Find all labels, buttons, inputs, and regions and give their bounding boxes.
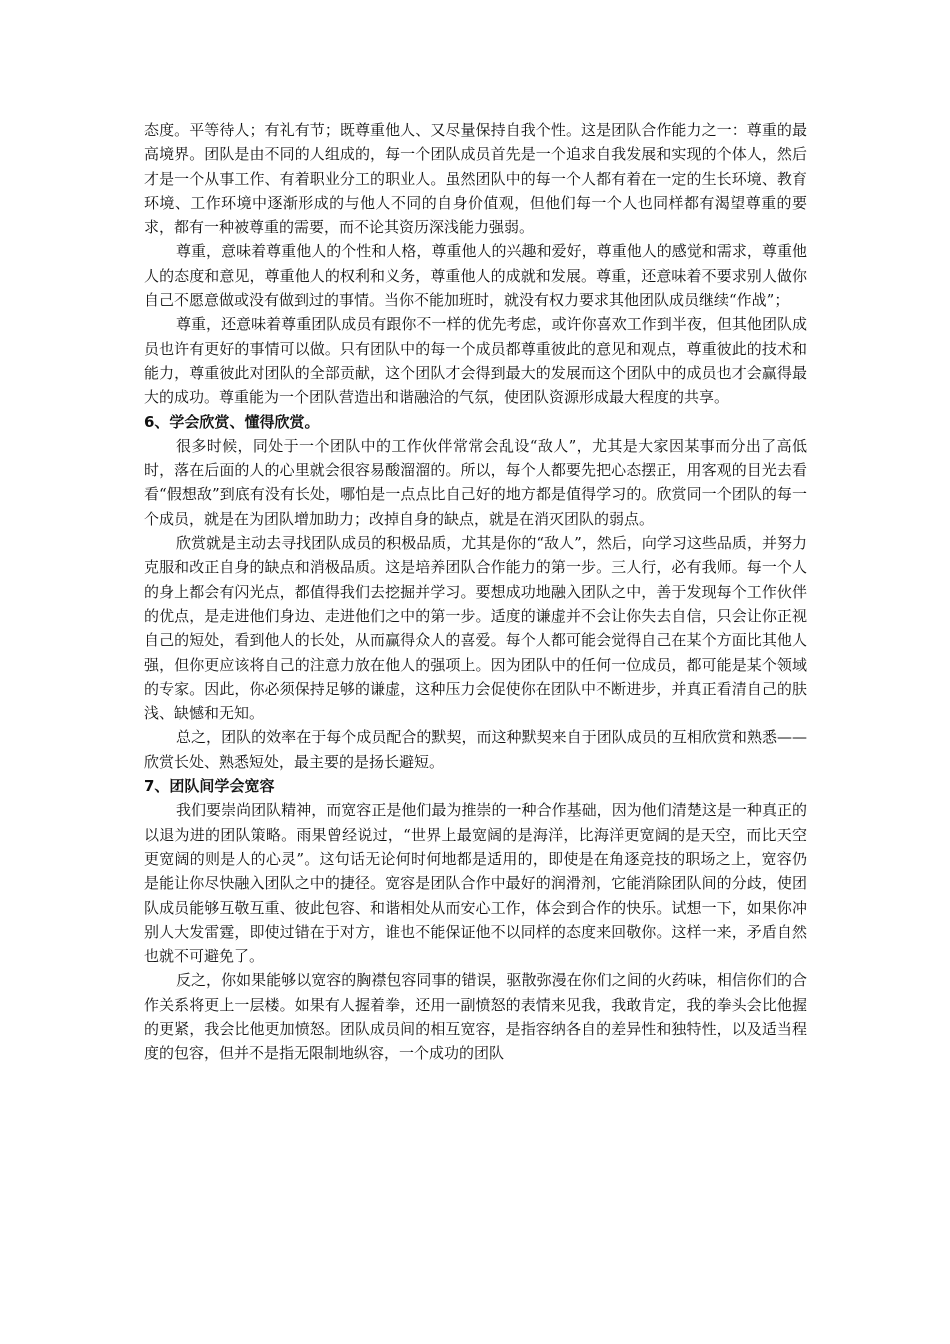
section-heading-6: 6、学会欣赏、懂得欣赏。 (144, 412, 320, 431)
document-page (144, 118, 807, 1066)
paragraph-respect-priorities: 尊重，还意味着尊重团队成员有跟你不一样的优先考虑，或许你喜欢工作到半夜，但其他团队成员也许有更好的事情可以做。只有团队中的每一个成员都尊重彼此的意见和观点，尊重彼此的技术和能力，尊重彼此对团队的全部贡献，这个团队才会得到最大的发展而这个团队中的成员也才会赢得最大的成功。尊重能为一个团队营造出和谐融洽的气氛，使团队资源形成最大程度的共享。 (144, 315, 807, 407)
paragraph-appreciation-detail: 欣赏就是主动去寻找团队成员的积极品质，尤其是你的“敌人”，然后，向学习这些品质，并努力克服和改正自身的缺点和消极品质。这是培养团队合作能力的第一步。三人行，必有我师。每一个人的身上都会有闪光点，都值得我们去挖掘并学习。要想成功地融入团队之中，善于发现每个工作伙伴的优点，是走进他们身边、走进他们之中的第一步。适度的谦虚并不会让你失去自信，只会让你正视自己的短处，看到他人的长处，从而赢得众人的喜爱。每个人都可能会觉得自己在某个方面比其他人强，但你更应该将自己的注意力放在他人的强项上。因为团队中的任何一位成员，都可能是某个领域的专家。因此，你必须保持足够的谦虚，这种压力会促使你在团队中不断进步，并真正看清自己的肤浅、缺憾和无知。 (144, 534, 807, 723)
paragraph-appreciation-summary: 总之，团队的效率在于每个成员配合的默契，而这种默契来自于团队成员的互相欣赏和熟悉——欣赏长处、熟悉短处，最主要的是扬长避短。 (144, 728, 807, 771)
paragraph-appreciation-intro: 很多时候，同处于一个团队中的工作伙伴常常会乱设“敌人”，尤其是大家因某事而分出了高低时，落在后面的人的心里就会很容易酸溜溜的。所以，每个人都要先把心态摆正，用客观的目光去看看“假想敌”到底有没有长处，哪怕是一点点比自己好的地方都是值得学习的。欣赏同一个团队的每一个成员，就是在为团队增加助力；改掉自身的缺点，就是在消灭团队的弱点。 (144, 436, 807, 528)
paragraph-tolerance-detail: 反之，你如果能够以宽容的胸襟包容同事的错误，驱散弥漫在你们之间的火药味，相信你们的合作关系将更上一层楼。如果有人握着拳，还用一副愤怒的表情来见我，我敢肯定，我的拳头会比他握的更紧，我会比他更加愤怒。团队成员间的相互宽容，是指容纳各自的差异性和独特性，以及适当程度的包容，但并不是指无限制地纵容，一个成功的团队 (144, 971, 807, 1063)
paragraph-tolerance-intro: 我们要崇尚团队精神，而宽容正是他们最为推崇的一种合作基础，因为他们清楚这是一种真正的以退为进的团队策略。雨果曾经说过，“世界上最宽阔的是海洋，比海洋更宽阔的是天空，而比天空更宽阔的则是人的心灵”。这句话无论何时何地都是适用的，即使是在角逐竞技的职场之上，宽容仍是能让你尽快融入团队之中的捷径。宽容是团队合作中最好的润滑剂，它能消除团队间的分歧，使团队成员能够互敬互重、彼此包容、和谐相处从而安心工作，体会到合作的快乐。试想一下，如果你冲别人大发雷霆，即使过错在于对方，谁也不能保证他不以同样的态度来回敬你。这样一来，矛盾自然也就不可避免了。 (144, 801, 807, 966)
section-heading-7: 7、团队间学会宽容 (144, 777, 275, 796)
paragraph-respect-intro: 态度。平等待人；有礼有节；既尊重他人、又尽量保持自我个性。这是团队合作能力之一：尊重的最高境界。团队是由不同的人组成的，每一个团队成员首先是一个追求自我发展和实现的个体人，然后才是一个从事工作、有着职业分工的职业人。虽然团队中的每一个人都有着在一定的生长环境、教育环境、工作环境中逐渐形成的与他人不同的自身价值观，但他们每一个人也同样都有渴望尊重的要求，都有一种被尊重的需要，而不论其资历深浅能力强弱。 (144, 121, 807, 237)
paragraph-respect-meaning: 尊重，意味着尊重他人的个性和人格，尊重他人的兴趣和爱好，尊重他人的感觉和需求，尊重他人的态度和意见，尊重他人的权利和义务，尊重他人的成就和发展。尊重，还意味着不要求别人做你自己不愿意做或没有做到过的事情。当你不能加班时，就没有权力要求其他团队成员继续“作战”； (144, 242, 807, 310)
